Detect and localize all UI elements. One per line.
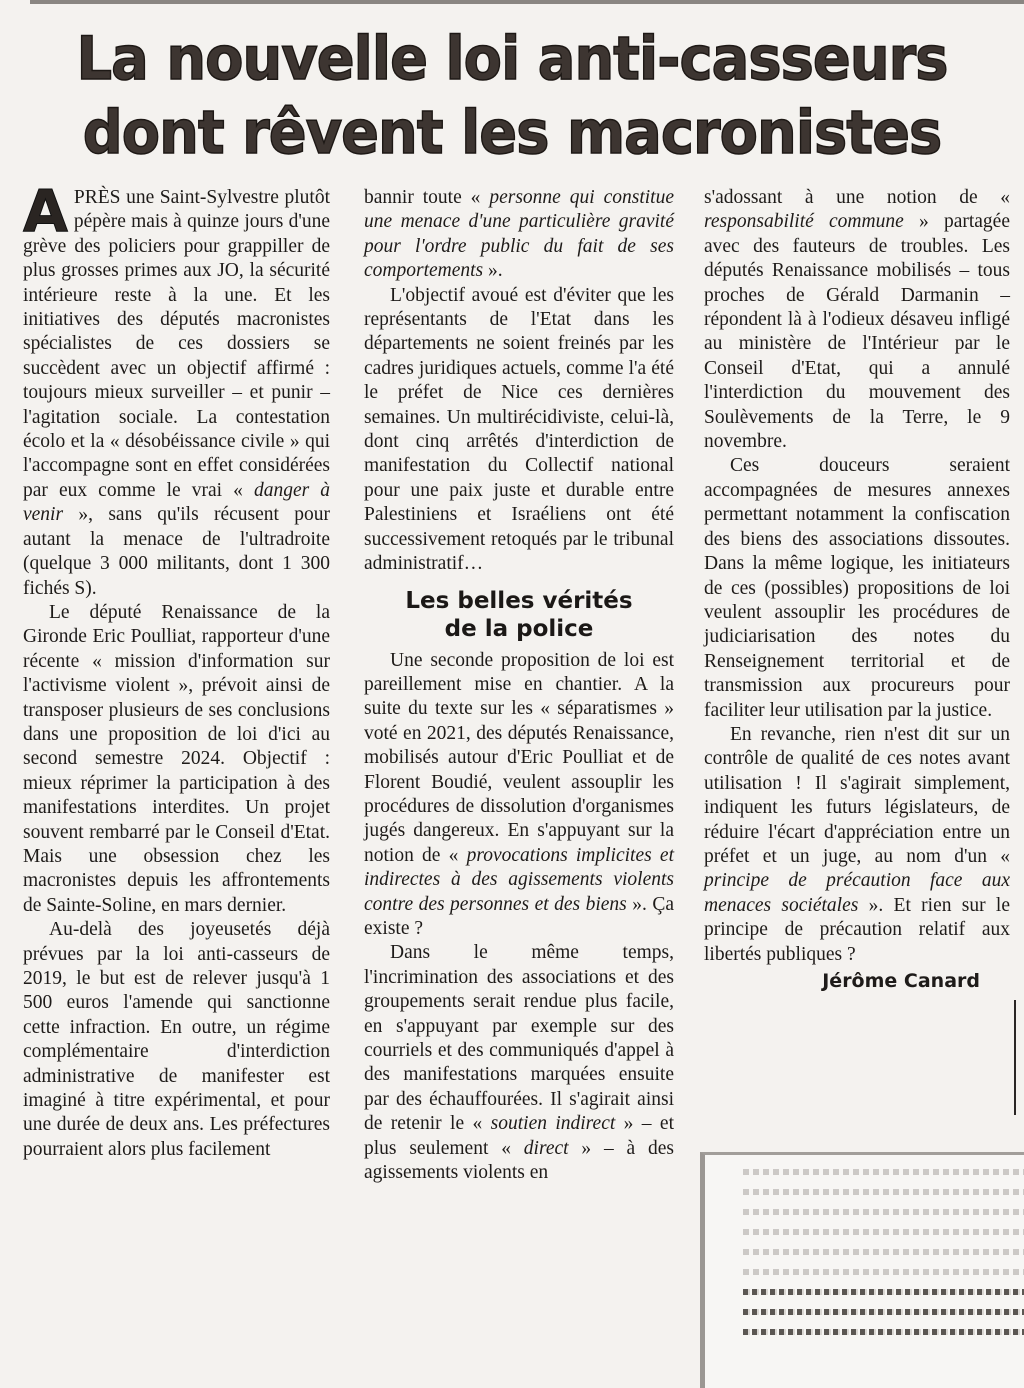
top-border-rule — [30, 0, 1024, 4]
paragraph-text: Dans le même temps, l'incrimination des associations et des groupements serait rendue plus facile, en s'appuyant par exemple sur des courriels et des communiqués d'appel à des manifestations marquées ensuite par des échauffourées. Il s'agirait ainsi de retenir le « — [364, 942, 674, 1135]
paragraph-text: En revanche, rien n'est dit sur un contrôle de qualité de ces notes avant utilisation ! Il s'agirait simplement, indiquent les futurs législateurs, de réduire l'écart d'appréciation entre un préfet et un juge, au nom d'un « — [704, 723, 1010, 867]
paragraph-text: ». Et rien sur le principe de précaution relatif aux libertés publiques ? — [704, 894, 1010, 965]
quote-italic: soutien indirect — [490, 1113, 616, 1135]
faded-inset-box — [700, 1152, 1024, 1388]
quote-italic: provocations implicites et indirectes à des agissements violents contre des personnes et des biens — [364, 844, 674, 915]
column-rule — [1014, 1000, 1016, 1115]
paragraph — [364, 649, 674, 942]
article-column-3 — [704, 186, 1010, 993]
paragraph — [23, 177, 330, 601]
quote-italic: direct — [523, 1137, 569, 1159]
article-column-1 — [23, 177, 330, 1162]
subheading-line-2: de la police — [444, 615, 594, 642]
paragraph — [364, 941, 674, 1185]
paragraph: Le député Renaissance de la Gironde Eric Poulliat, rapporteur d'une récente « mission d'information sur l'activisme violent », prévoit ainsi de transposer plusieurs de ses conclusions dans une proposition de loi d'ici au second semestre 2024. Objectif : mieux réprimer la participation à des manifestations interdites. Un projet souvent rembarré par le Conseil d'Etat. Mais une obsession chez les macronistes depuis les affrontements de Sainte-Soline, en mars dernier. — [23, 601, 330, 916]
paragraph-text: ». — [483, 260, 503, 282]
paragraph-text: Une seconde proposition de loi est pareillement mise en chantier. A la suite du texte sur les « séparatismes » voté en 2021, des députés Renaissance, mobilisés autour d'Eric Poulliat et de Florent Boudié, veulent assouplir les procédures de dissolution d'organismes jugés dangereux. En s'appuyant sur la notion de « — [364, 649, 674, 866]
headline — [36, 22, 988, 170]
paragraph-text: » – à des agissements violents en — [364, 1137, 674, 1184]
drop-cap: A — [23, 177, 68, 245]
paragraph — [704, 186, 1010, 454]
quote-italic: principe de précaution face aux menaces sociétales — [704, 870, 1010, 916]
quote-italic: responsabilité commune — [704, 211, 904, 233]
article-column-2 — [364, 186, 674, 1185]
paragraph-text: » partagée avec des fauteurs de troubles. Les députés Renaissance mobilisés – tous proches de Gérald Darmanin – répondent là à l'odieux désaveu infligé au ministère de l'Intérieur par le Conseil d'Etat, qui a annulé l'interdiction du mouvement des Soulèvements de la Terre, le 9 novembre. — [704, 211, 1010, 453]
headline-line-2: dont rêvent les macronistes — [82, 98, 942, 168]
paragraph-text: une Saint-Sylvestre plutôt pépère mais à quinze jours d'une grève des policiers pour grappiller de plus grosses primes aux JO, la sécurité intérieure reste à la une. Et les initiatives des députés macronistes spécialistes de ces dossiers se succèdent avec un objectif affirmé : toujours mieux surveiller – et punir – l'agitation sociale. La contestation écolo et la « désobéissance civile » qui l'accompagne sont en effet considérées par eux comme le vrai « — [23, 187, 330, 501]
quote-italic: danger à venir — [23, 479, 330, 526]
paragraph-text: bannir toute « — [364, 187, 490, 208]
subheading-line-1: Les belles vérités — [405, 587, 633, 614]
paragraph — [364, 186, 674, 284]
subheading — [364, 587, 674, 643]
author-signature: Jérôme Canard — [822, 970, 980, 992]
paragraph: Au-delà des joyeusetés déjà prévues par la loi anti-casseurs de 2019, le but est de relever jusqu'à 1 500 euros l'amende qui sanctionne cette infraction. En outre, un régime complémentaire d'interdiction administrative de manifester est imaginé à titre expérimental, et pour une durée de deux ans. Les préfectures pourraient alors plus facilement — [23, 919, 330, 1160]
paragraph-text: » – et plus seulement « — [364, 1113, 674, 1159]
paragraph — [704, 723, 1010, 967]
paragraph-text: s'adossant à une notion de « — [704, 187, 1010, 208]
paragraph: Ces douceurs seraient accompagnées de mesures annexes permettant notamment la confiscation des biens des associations dissoutes. Dans la même logique, les initiateurs de ces (possibles) propositions de loi veulent assouplir les procédures de judiciarisation des notes du Renseignement territorial et de transmission aux procureurs pour faciliter leur utilisation par la justice. — [704, 455, 1010, 721]
paragraph-text: ». Ça existe ? — [364, 893, 674, 939]
headline-line-1: La nouvelle loi anti-casseurs — [76, 24, 948, 94]
paragraph-text: », sans qu'ils récusent pour autant la menace de l'ultradroite (quelque 3 000 militants, dont 1 300 fichés S). — [23, 504, 330, 599]
paragraph: L'objectif avoué est d'éviter que les représentants de l'Etat dans les départements ne soient freinés par les cadres juridiques actuels, comme l'a été le préfet de Nice ces dernières semaines. Un multirécidiviste, celui-là, dont cinq arrêtés d'interdiction de manifestation du Collectif national pour une paix juste et durable entre Palestiniens et Israéliens ont été successivement retoqués par le tribunal administratif… — [364, 284, 674, 575]
quote-italic: personne qui constitue une menace d'une particulière gravité pour l'ordre public du fait de ses comportements — [364, 187, 675, 282]
lead-caps: PRÈS — [73, 187, 121, 208]
illegible-text-lines — [743, 1169, 1024, 1349]
